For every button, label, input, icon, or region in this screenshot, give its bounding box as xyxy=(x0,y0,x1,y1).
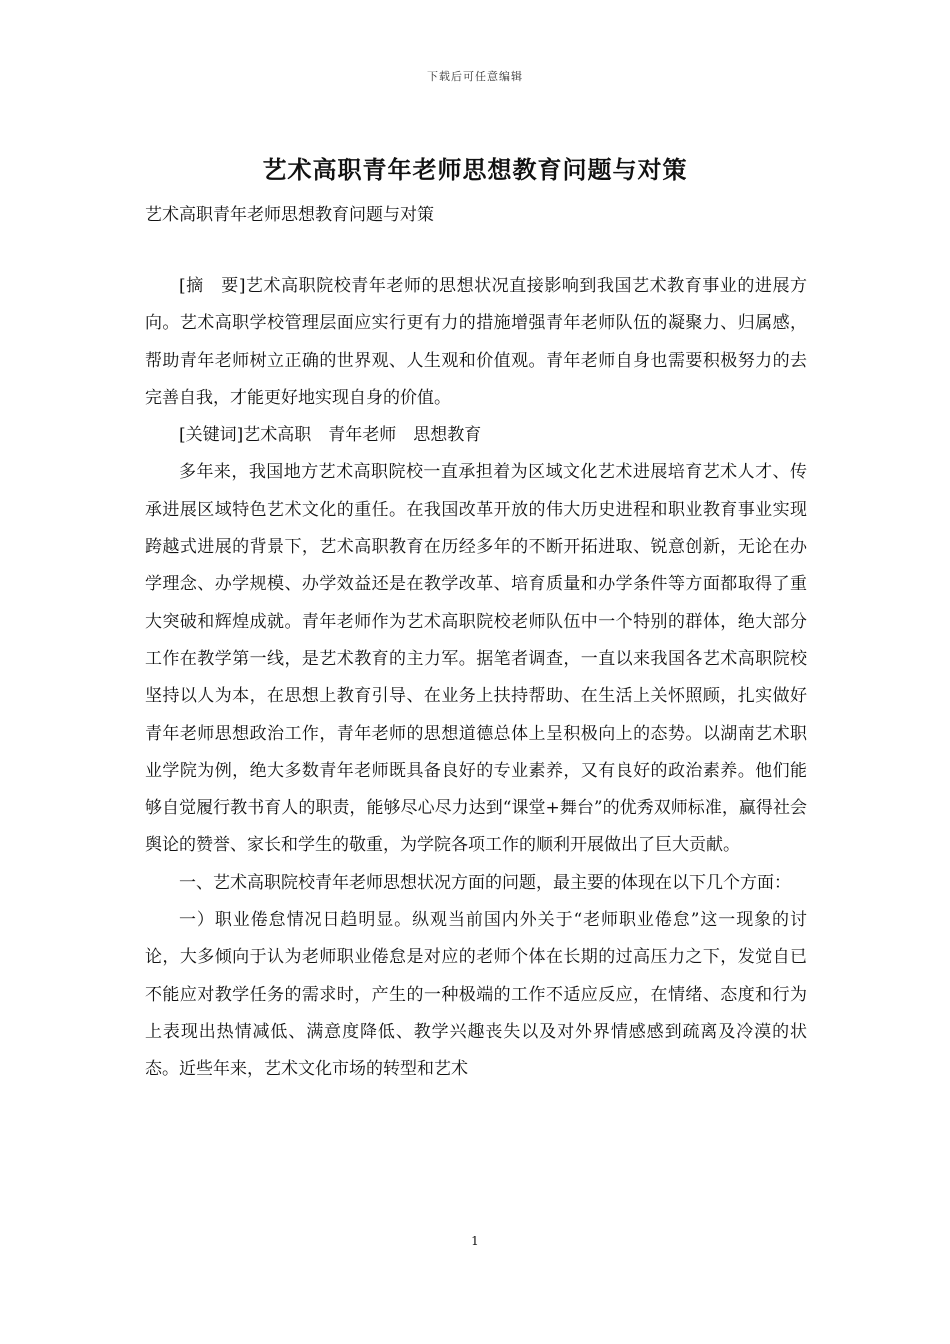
document-subtitle: 艺术高职青年老师思想教育问题与对策 xyxy=(145,205,434,225)
body-paragraph: 多年来，我国地方艺术高职院校一直承担着为区域文化艺术进展培育艺术人才、传承进展区域特色艺术文化的重任。在我国改革开放的伟大历史进程和职业教育事业实现跨越式进展的背景下，艺术高职教育在历经多年的不断开拓进取、锐意创新，无论在办学理念、办学规模、办学效益还是在教学改革、培育质量和办学条件等方面都取得了重大突破和辉煌成就。青年老师作为艺术高职院校老师队伍中一个特别的群体，绝大部分工作在教学第一线，是艺术教育的主力军。据笔者调查，一直以来我国各艺术高职院校坚持以人为本，在思想上教育引导、在业务上扶持帮助、在生活上关怀照顾，扎实做好青年老师思想政治工作，青年老师的思想道德总体上呈积极向上的态势。以湖南艺术职业学院为例，绝大多数青年老师既具备良好的专业素养，又有良好的政治素养。他们能够自觉履行教书育人的职责，能够尽心尽力达到“课堂+舞台”的优秀双师标准，赢得社会舆论的赞誉、家长和学生的敬重，为学院各项工作的顺利开展做出了巨大贡献。 xyxy=(145,462,807,856)
abstract-paragraph: [摘 要]艺术高职院校青年老师的思想状况直接影响到我国艺术教育事业的进展方向。艺术高职学校管理层面应实行更有力的措施增强青年老师队伍的凝聚力、归属感，帮助青年老师树立正确的世界观、人生观和价值观。青年老师自身也需要积极努力的去完善自我，才能更好地实现自身的价值。 xyxy=(145,276,807,408)
page-number: 1 xyxy=(471,1234,479,1248)
section-heading-paragraph: 一、艺术高职院校青年老师思想状况方面的问题，最主要的体现在以下几个方面： xyxy=(179,872,791,893)
page-header-note: 下载后可任意编辑 xyxy=(427,70,523,83)
document-title: 艺术高职青年老师思想教育问题与对策 xyxy=(262,155,688,184)
body-paragraph: 一）职业倦怠情况日趋明显。纵观当前国内外关于“老师职业倦怠”这一现象的讨论，大多倾向于认为老师职业倦怠是对应的老师个体在长期的过高压力之下，发觉自已不能应对教学任务的需求时，产生的一种极端的工作不适应反应，在情绪、态度和行为上表现出热情减低、满意度降低、教学兴趣丧失以及对外界情感感到疏离及冷漠的状态。近些年来，艺术文化市场的转型和艺术 xyxy=(145,910,807,1080)
keywords-paragraph: [关键词]艺术高职 青年老师 思想教育 xyxy=(179,425,482,446)
document-body xyxy=(145,268,807,1089)
